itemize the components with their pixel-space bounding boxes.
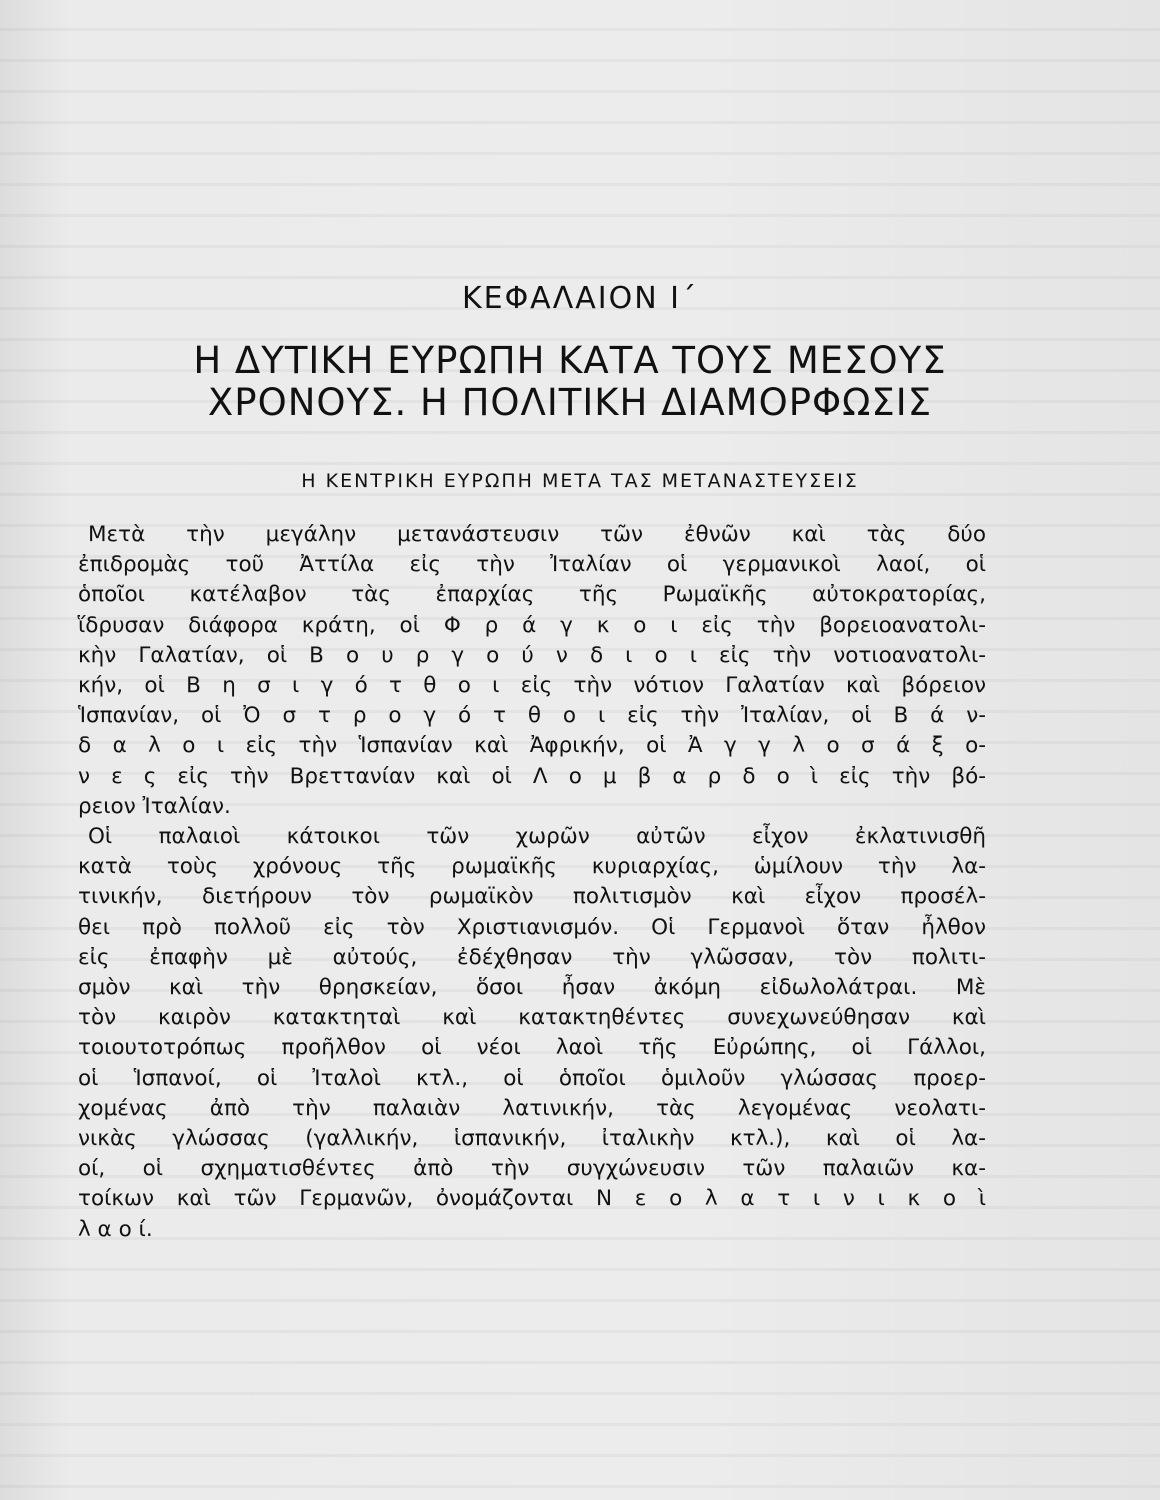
text-line: ἵδρυσαν διάφορα κράτη, οἱ Φ ρ ά γ κ ο ι εἰς τὴν βορειοανατολι- xyxy=(78,612,986,638)
text-line: Ἱσπανίαν, οἱ Ὀ σ τ ρ ο γ ό τ θ ο ι εἰς τὴν Ἰταλίαν, οἱ Β ά ν- xyxy=(78,703,986,729)
text-line: δ α λ ο ι εἰς τὴν Ἱσπανίαν καὶ Ἀφρικήν, οἱ Ἀ γ γ λ ο σ ά ξ ο- xyxy=(78,733,986,759)
text-line: Οἱ παλαιοὶ κάτοικοι τῶν χωρῶν αὐτῶν εἶχον ἐκλατινισθῆ xyxy=(88,824,986,850)
text-line: οἱ Ἱσπανοί, οἱ Ἰταλοὶ κτλ., οἱ ὁποῖοι ὁμιλοῦν γλώσσας προερ- xyxy=(78,1065,986,1091)
text-line: εἰς ἐπαφὴν μὲ αὐτούς, ἐδέχθησαν τὴν γλῶσσαν, τὸν πολιτι- xyxy=(78,944,986,970)
text-line: ὁποῖοι κατέλαβον τὰς ἐπαρχίας τῆς Ρωμαϊκῆς αὐτοκρατορίας, xyxy=(78,582,986,608)
text-line: λ α ο ί. xyxy=(78,1216,153,1242)
text-line: κατὰ τοὺς χρόνους τῆς ρωμαϊκῆς κυριαρχίας, ὡμίλουν τὴν λα- xyxy=(78,854,986,880)
body-text xyxy=(78,520,986,1245)
text-line: Μετὰ τὴν μεγάλην μετανάστευσιν τῶν ἐθνῶν καὶ τὰς δύο xyxy=(88,522,986,547)
text-line: νικὰς γλώσσας (γαλλικήν, ἱσπανικήν, ἰταλικὴν κτλ.), καὶ οἱ λα- xyxy=(78,1126,986,1152)
text-line: κήν, οἱ Β η σ ι γ ό τ θ ο ι εἰς τὴν νότιον Γαλατίαν καὶ βόρειον xyxy=(78,673,986,699)
section-heading: Η ΚΕΝΤΡΙΚΗ ΕΥΡΩΠΗ ΜΕΤΑ ΤΑΣ ΜΕΤΑΝΑΣΤΕΥΣΕΙΣ xyxy=(301,470,859,492)
text-line: τοίκων καὶ τῶν Γερμανῶν, ὀνομάζονται Ν ε ο λ α τ ι ν ι κ ο ὶ xyxy=(78,1186,986,1212)
text-line: τινικήν, διετήρουν τὸν ρωμαϊκὸν πολιτισμὸν καὶ εἶχον προσέλ- xyxy=(78,884,986,910)
text-line: σμὸν καὶ τὴν θρησκείαν, ὅσοι ἦσαν ἀκόμη εἰδωλολάτραι. Μὲ xyxy=(78,975,986,1001)
chapter-title-line: ΧΡΟΝΟΥΣ. Η ΠΟΛΙΤΙΚΗ ΔΙΑΜΟΡΦΩΣΙΣ xyxy=(207,381,933,424)
paragraph-2 xyxy=(78,822,986,1245)
text-line: οί, οἱ σχηματισθέντες ἀπὸ τὴν συγχώνευσιν τῶν παλαιῶν κα- xyxy=(78,1156,986,1182)
chapter-title xyxy=(60,340,1080,424)
text-line: ρειον Ἰταλίαν. xyxy=(78,793,231,819)
text-line: τὸν καιρὸν κατακτηταὶ καὶ κατακτηθέντες συνεχωνεύθησαν καὶ xyxy=(78,1005,986,1031)
text-line: κὴν Γαλατίαν, οἱ Β ο υ ρ γ ο ύ ν δ ι ο ι εἰς τὴν νοτιοανατολι- xyxy=(78,642,986,668)
chapter-label: ΚΕΦΑΛΑΙΟΝ Ι΄ xyxy=(461,281,699,316)
text-line: χομένας ἀπὸ τὴν παλαιὰν λατινικήν, τὰς λεγομένας νεολατι- xyxy=(78,1095,986,1121)
text-line: θει πρὸ πολλοῦ εἰς τὸν Χριστιανισμόν. Οἱ Γερμανοὶ ὅταν ἦλθον xyxy=(78,914,986,940)
text-line: ν ε ς εἰς τὴν Βρεττανίαν καὶ οἱ Λ ο μ β α ρ δ ο ὶ εἰς τὴν βό- xyxy=(78,763,986,789)
chapter-title-line: Η ΔΥΤΙΚΗ ΕΥΡΩΠΗ ΚΑΤΑ ΤΟΥΣ ΜΕΣΟΥΣ xyxy=(193,339,947,382)
paragraph-1 xyxy=(78,520,986,822)
text-line: ἐπιδρομὰς τοῦ Ἀττίλα εἰς τὴν Ἰταλίαν οἱ γερμανικοὶ λαοί, οἱ xyxy=(78,552,986,578)
text-line: τοιουτοτρόπως προῆλθον οἱ νέοι λαοὶ τῆς Εὐρώπης, οἱ Γάλλοι, xyxy=(78,1035,986,1061)
